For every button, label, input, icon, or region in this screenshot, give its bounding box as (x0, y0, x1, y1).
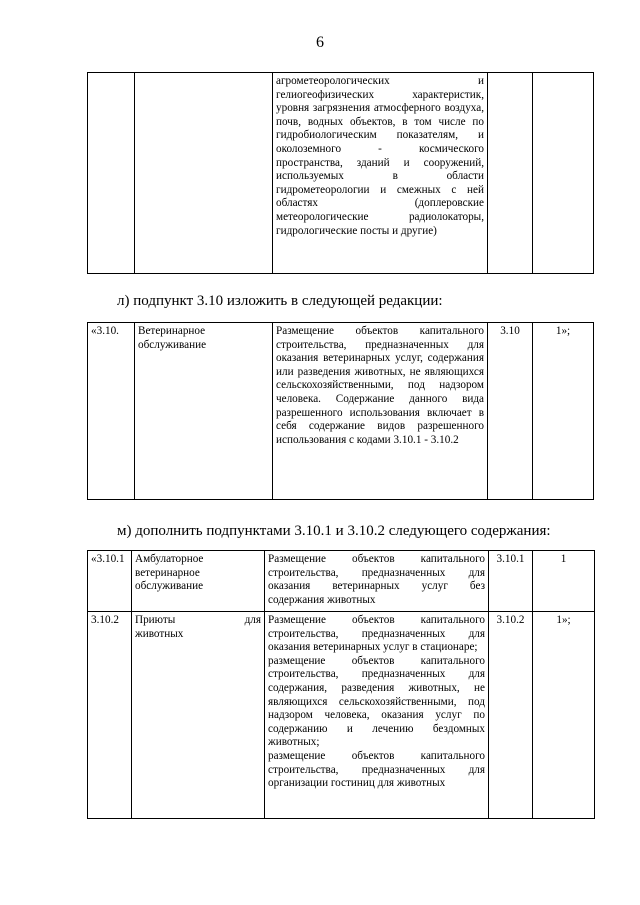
cell-description: Размещение объектов капитального строительства, предназначенных для оказания ветеринарных услуг без содержания животных (265, 551, 489, 612)
page-number: 6 (316, 34, 324, 51)
cell-value (533, 73, 594, 274)
cell-code: 3.10.2 (489, 612, 533, 819)
cell-description: Размещение объектов капитального строительства, предназначенных для оказания ветеринарных услуг, содержания или разведения животных, не являющихся сельскохозяйственными, под надзором человека. Содержание данного вида разрешенного использования включает в себя содержание видов разрешенного использования с кодами 3.10.1 - 3.10.2 (273, 323, 488, 500)
cell-value: 1 (533, 551, 595, 612)
cell-value: 1»; (533, 612, 595, 819)
table-3-10 (87, 322, 594, 500)
cell-number: «3.10. (88, 323, 135, 500)
paragraph-l: л) подпункт 3.10 изложить в следующей редакции: (117, 293, 443, 309)
table-row (88, 612, 595, 819)
table-row (88, 551, 595, 612)
cell-number: 3.10.2 (88, 612, 132, 819)
paragraph-m: м) дополнить подпунктами 3.10.1 и 3.10.2 следующего содержания: (117, 523, 551, 539)
cell-number: «3.10.1 (88, 551, 132, 612)
cell-name-word-2: для (244, 614, 261, 626)
cell-name-word-1: Приюты (135, 614, 176, 626)
cell-name (132, 612, 265, 819)
description-part-2: размещение объектов капитального строительства, предназначенных для содержания, разведения животных, не являющихся сельскохозяйственными, под надзором человека, оказания услуг по содержанию и лечению бездомных животных; (268, 654, 485, 749)
table-row (88, 323, 594, 500)
description-part-3: размещение объектов капитального строительства, предназначенных для организации гостиниц для животных (268, 749, 485, 790)
cell-name-word-3: животных (135, 627, 184, 640)
description-part-1: Размещение объектов капитального строительства, предназначенных для оказания ветеринарных услуг в стационаре; (268, 614, 485, 654)
cell-name (135, 73, 273, 274)
table-row (88, 73, 594, 274)
cell-code (488, 73, 533, 274)
cell-name: Ветеринарное обслуживание (135, 323, 273, 500)
table-3-10-1 (87, 550, 595, 819)
cell-description (265, 612, 489, 819)
table-continuation (87, 72, 594, 274)
cell-code: 3.10.1 (489, 551, 533, 612)
cell-number (88, 73, 135, 274)
cell-description: агрометеорологических и гелиогеофизических характеристик, уровня загрязнения атмосферного воздуха, почв, водных объектов, в том числе по гидробиологическим показателям, и околоземного - космического пространства, зданий и сооружений, используемых в области гидрометеорологии и смежных с ней областях (доплеровские метеорологические радиолокаторы, гидрологические посты и другие) (273, 73, 488, 274)
cell-value: 1»; (533, 323, 594, 500)
cell-name: Амбулаторное ветеринарное обслуживание (132, 551, 265, 612)
cell-code: 3.10 (488, 323, 533, 500)
